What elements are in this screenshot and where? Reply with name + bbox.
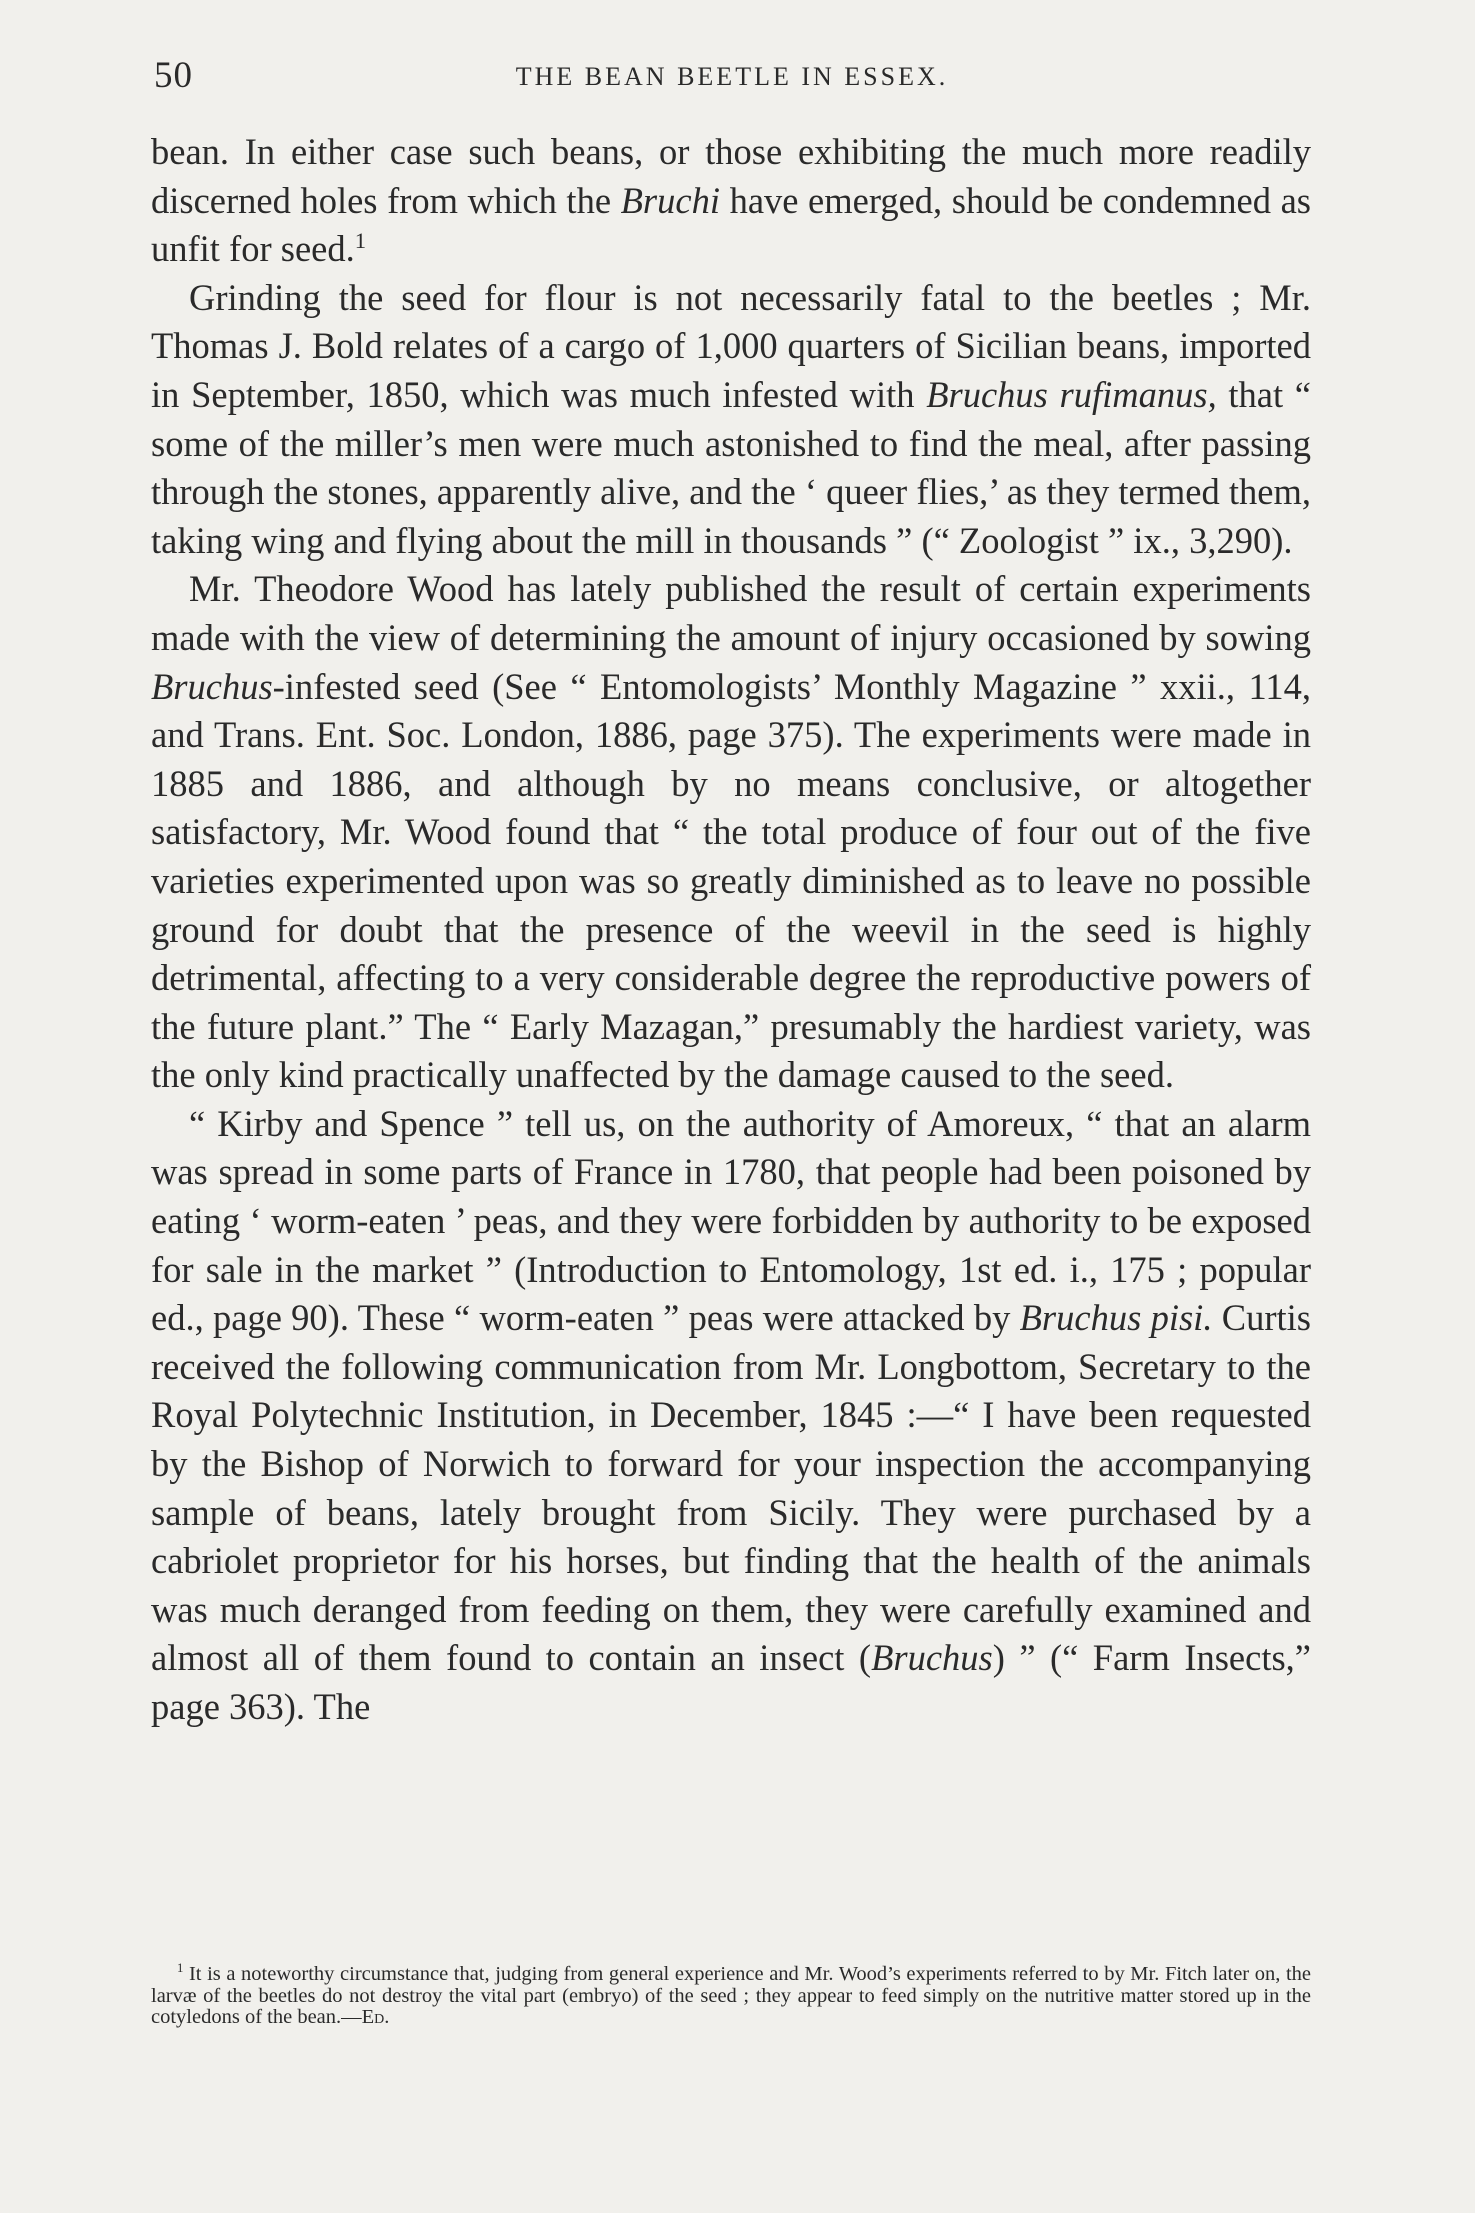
page-header bbox=[154, 54, 1310, 104]
paragraph-3-italic: Bruchus bbox=[151, 665, 273, 707]
paragraph-3-text-a: Mr. Theodore Wood has lately published the result of certain experiments made with the view of determining the amount of injury occasioned by sowing bbox=[151, 568, 1311, 658]
paragraph-4-text-c: ) ” (“ Farm Insects,” page 363). The bbox=[151, 1637, 1311, 1727]
paragraph-4-italic-2: Bruchus bbox=[871, 1637, 993, 1679]
paragraph-2-italic: Bruchus rufimanus, bbox=[926, 373, 1217, 415]
paragraph-4-italic-1: Bruchus pisi. bbox=[1019, 1297, 1213, 1339]
paragraph-4 bbox=[151, 1100, 1311, 1732]
paragraph-1-italic: Bruchi bbox=[620, 179, 720, 221]
footnote-1 bbox=[151, 1961, 1311, 2029]
footnote-marker: 1 bbox=[177, 1961, 184, 1976]
footnote-reference: 1 bbox=[354, 228, 367, 254]
paragraph-1-text-b: have emerged, should be condemned as unfit for seed. bbox=[151, 179, 1311, 270]
paragraph-3 bbox=[151, 565, 1311, 1100]
paragraph-2 bbox=[151, 274, 1311, 566]
paragraph-4-text-b: Curtis received the following communication from Mr. Longbottom, Secretary to the Royal Polytechnic Institution, in December, 1845 :—“ I have been requested by the Bishop of Norwich to forward for your inspection the accompanying sample of beans, lately brought from Sicily. They were purchased by a cabriolet proprietor for his horses, but finding that the health of the animals was much deranged from feeding on them, they were carefully examined and almost all of them found to contain an insect ( bbox=[151, 1297, 1311, 1679]
paragraph-2-text-a: Grinding the seed for flour is not necessarily fatal to the beetles ; Mr. Thomas J. Bold relates of a cargo of 1,000 quarters of Sicilian beans, imported in September, 1850, which was much infested with bbox=[151, 276, 1311, 415]
body-text bbox=[151, 128, 1311, 1732]
paragraph-4-text-a: “ Kirby and Spence ” tell us, on the authority of Amoreux, “ that an alarm was spread in some parts of France in 1780, that people had been poisoned by eating ‘ worm-eaten ’ peas, and they were forbidden by authority to be exposed for sale in the market ” (Introduction to Entomology, 1st ed. i., 175 ; popular ed., page 90). These “ worm-eaten ” peas were attacked by bbox=[151, 1102, 1311, 1339]
page-number: 50 bbox=[154, 55, 193, 96]
running-head: THE BEAN BEETLE IN ESSEX. bbox=[515, 62, 949, 91]
footnote-text: It is a noteworthy circumstance that, judging from general experience and Mr. Wood’s experiments referred to by Mr. Fitch later on, the larvæ of the beetles do not destroy the vital part (embryo) of the seed ; they appear to feed simply on the nutritive matter stored up in the cotyledons of the bean.— bbox=[151, 1963, 1311, 2028]
paragraph-2-text-b: that “ some of the miller’s men were much astonished to find the meal, after passing through the stones, apparently alive, and the ‘ queer flies,’ as they termed them, taking wing and flying about the mill in thousands ” (“ Zoologist ” ix., 3,290). bbox=[151, 373, 1311, 561]
paragraph-1-text-a: bean. In either case such beans, or those exhibiting the much more readily discerned holes from which the bbox=[151, 131, 1311, 221]
footnote-editor-sign: Ed. bbox=[361, 2006, 390, 2028]
paragraph-1 bbox=[151, 128, 1311, 274]
paragraph-3-text-b: -infested seed (See “ Entomologists’ Monthly Magazine ” xxii., 114, and Trans. Ent. Soc. London, 1886, page 375). The experiments were made in 1885 and 1886, and although by no means conclusive, or altogether satisfactory, Mr. Wood found that “ the total produce of four out of the five varieties experimented upon was so greatly diminished as to leave no possible ground for doubt that the presence of the weevil in the seed is highly detrimental, affecting to a very considerable degree the reproductive powers of the future plant.” The “ Early Mazagan,” presumably the hardiest variety, was the only kind practically unaffected by the damage caused to the seed. bbox=[151, 665, 1311, 1096]
footnotes bbox=[151, 1961, 1311, 2029]
